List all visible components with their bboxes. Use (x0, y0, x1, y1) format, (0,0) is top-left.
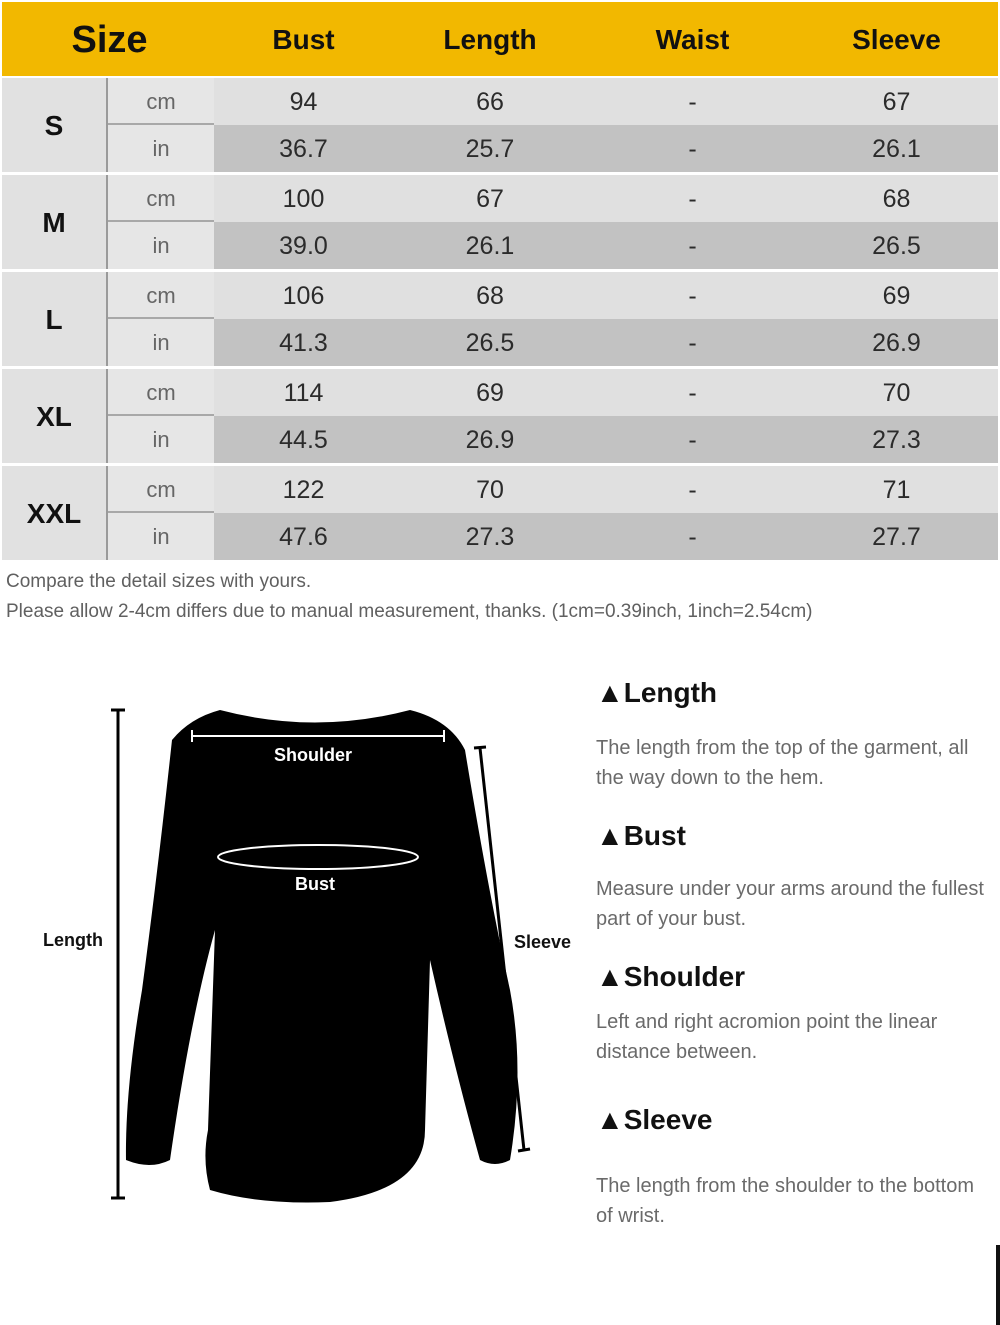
table-cell: - (688, 523, 697, 551)
table-cell: 67 (882, 88, 911, 116)
table-cell: 44.5 (279, 426, 328, 454)
table-cell: - (688, 282, 697, 310)
table-cell: 25.7 (465, 135, 515, 163)
table-cell: - (688, 426, 697, 454)
desc-bust (596, 818, 996, 934)
edge-divider (996, 1245, 1000, 1325)
table-header (2, 2, 998, 76)
table-cell: - (688, 135, 697, 163)
table-cell: - (688, 88, 697, 116)
table-cell: 27.3 (465, 523, 515, 551)
table-cell: 69 (476, 379, 504, 407)
size-group (2, 466, 998, 560)
table-cell: 39.0 (279, 232, 328, 260)
note-tolerance: Please allow 2-4cm differs due to manual measurement, thanks. (1cm=0.39inch, 1inch=2.54cm) (6, 601, 813, 622)
table-cell: 70 (476, 476, 504, 504)
table-cell: 26.5 (465, 329, 515, 357)
table-cell: 69 (882, 282, 911, 310)
table-cell: - (688, 232, 697, 260)
table-cell: 26.1 (872, 135, 921, 163)
size-label: XXL (2, 466, 108, 560)
unit-label: in (108, 416, 214, 463)
desc-length-title: ▲Length (596, 677, 718, 708)
table-cell: 27.7 (872, 523, 921, 551)
table-cell: 94 (289, 88, 318, 116)
unit-label: cm (108, 272, 214, 319)
table-cell: 70 (882, 379, 911, 407)
table-cell: 26.5 (872, 232, 921, 260)
desc-sleeve-title: ▲Sleeve (596, 1104, 713, 1135)
desc-shoulder-title: ▲Shoulder (596, 961, 746, 992)
table-cell: 67 (476, 185, 504, 213)
header-waist: Waist (655, 24, 730, 55)
table-cell: - (688, 379, 697, 407)
size-label: L (2, 272, 108, 366)
table-row-cm (108, 466, 998, 513)
desc-sleeve (596, 1102, 996, 1231)
header-bust: Bust (272, 24, 335, 55)
table-cell: 26.9 (872, 329, 921, 357)
unit-label: cm (108, 466, 214, 513)
header-sleeve: Sleeve (852, 24, 941, 55)
desc-shoulder-text: Left and right acromion point the linear distance between. (596, 1011, 938, 1063)
desc-length (596, 675, 996, 793)
size-label: M (2, 175, 108, 269)
unit-label: cm (108, 369, 214, 416)
unit-label: in (108, 222, 214, 269)
size-group (2, 175, 998, 269)
desc-bust-text: Measure under your arms around the fullest part of your bust. (596, 878, 984, 930)
size-label: S (2, 78, 108, 172)
table-row-in (108, 319, 998, 366)
desc-bust-title: ▲Bust (596, 820, 686, 851)
table-cell: 100 (282, 185, 325, 213)
table-row-in (108, 125, 998, 172)
table-row-in (108, 416, 998, 463)
size-group (2, 272, 998, 366)
bust-label: Bust (295, 874, 335, 894)
table-cell: 41.3 (279, 329, 328, 357)
unit-label: in (108, 319, 214, 366)
table-cell: 26.1 (465, 232, 515, 260)
table-cell: - (688, 185, 697, 213)
desc-length-text: The length from the top of the garment, all the way down to the hem. (596, 737, 969, 789)
garment-illustration (30, 690, 590, 1220)
garment-diagram (30, 690, 590, 1220)
desc-shoulder (596, 959, 996, 1067)
table-cell: 36.7 (279, 135, 328, 163)
garment-shape (126, 710, 518, 1203)
desc-sleeve-text: The length from the shoulder to the bottom of wrist. (596, 1175, 974, 1227)
header-length: Length (443, 24, 537, 55)
table-row-cm (108, 175, 998, 222)
unit-label: in (108, 125, 214, 172)
size-group (2, 369, 998, 463)
table-cell: 26.9 (465, 426, 515, 454)
table-cell: 66 (476, 88, 504, 116)
unit-label: cm (108, 78, 214, 125)
table-cell: 68 (882, 185, 911, 213)
size-group (2, 78, 998, 172)
table-cell: 71 (882, 476, 911, 504)
size-label: XL (2, 369, 108, 463)
table-row-cm (108, 272, 998, 319)
shoulder-label: Shoulder (274, 745, 353, 765)
note-compare: Compare the detail sizes with yours. (6, 571, 312, 592)
header-size: Size (71, 19, 148, 61)
table-cell: - (688, 329, 697, 357)
table-row-cm (108, 369, 998, 416)
table-row-in (108, 222, 998, 269)
unit-label: in (108, 513, 214, 560)
table-cell: 106 (282, 282, 325, 310)
length-label: Length (43, 930, 103, 950)
table-cell: 27.3 (872, 426, 921, 454)
table-row-in (108, 513, 998, 560)
unit-label: cm (108, 175, 214, 222)
table-cell: 68 (476, 282, 504, 310)
table-row-cm (108, 78, 998, 125)
table-cell: 114 (283, 379, 324, 407)
table-cell: 47.6 (279, 523, 328, 551)
sleeve-label: Sleeve (514, 932, 572, 952)
table-cell: 122 (282, 476, 325, 504)
table-cell: - (688, 476, 697, 504)
